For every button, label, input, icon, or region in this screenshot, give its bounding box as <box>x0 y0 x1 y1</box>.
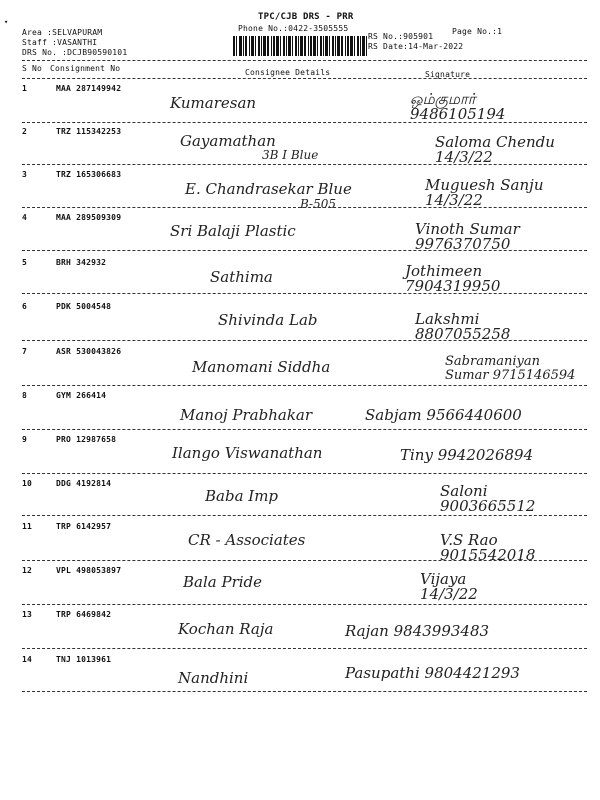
consignee-name: E. Chandrasekar Blue <box>185 180 352 198</box>
row-sno: 1 <box>22 84 28 93</box>
header-rule-top <box>22 60 587 61</box>
col-consignment: Consignment No <box>50 64 121 73</box>
row-divider <box>22 473 587 474</box>
consignment-number: VPL 498053897 <box>56 566 122 575</box>
signature: Pasupathi 9804421293 <box>345 664 520 682</box>
row-divider <box>22 648 587 649</box>
consignment-number: TNJ 1013961 <box>56 655 112 664</box>
consignee-address: B-505 <box>300 197 336 211</box>
col-consignee: Consignee Details <box>245 68 331 77</box>
consignment-number: TRZ 115342253 <box>56 127 122 136</box>
row-sno: 9 <box>22 435 28 444</box>
signature: Muguesh Sanju 14/3/22 <box>425 176 544 209</box>
row-sno: 4 <box>22 213 28 222</box>
col-sno: S No <box>22 64 43 73</box>
consignment-number: TRZ 165306683 <box>56 170 122 179</box>
row-sno: 5 <box>22 258 28 267</box>
row-sno: 11 <box>22 522 33 531</box>
col-signature: Signature <box>425 70 471 79</box>
consignee-name: Bala Pride <box>183 573 263 591</box>
report-title: TPC/CJB DRS - PRR <box>258 12 354 22</box>
row-sno: 2 <box>22 127 28 136</box>
rs-number: RS No.:905901 <box>368 32 434 41</box>
consignment-number: DDG 4192814 <box>56 479 112 488</box>
consignee-name: Shivinda Lab <box>218 311 318 329</box>
consignment-number: TRP 6142957 <box>56 522 112 531</box>
row-sno: 14 <box>22 655 33 664</box>
row-divider <box>22 515 587 516</box>
signature: Vijaya 14/3/22 <box>420 570 478 603</box>
corner-mark: ▾ <box>4 18 9 26</box>
area-field: Area :SELVAPURAM <box>22 28 103 37</box>
row-sno: 12 <box>22 566 33 575</box>
row-sno: 6 <box>22 302 28 311</box>
row-divider <box>22 385 587 386</box>
signature: Jothimeen 7904319950 <box>405 262 501 295</box>
consignment-number: PDK 5004548 <box>56 302 112 311</box>
consignment-number: MAA 287149942 <box>56 84 122 93</box>
consignment-number: MAA 289509309 <box>56 213 122 222</box>
consignee-name: Sathima <box>210 268 273 286</box>
consignment-number: BRH 342932 <box>56 258 107 267</box>
signature: ஒம்குமார் 9486105194 <box>410 90 506 123</box>
row-sno: 10 <box>22 479 33 488</box>
signature: Tiny 9942026894 <box>400 446 534 464</box>
consignee-name: Kumaresan <box>170 94 257 112</box>
row-divider <box>22 122 587 123</box>
page-number: Page No.:1 <box>452 27 503 36</box>
row-sno: 3 <box>22 170 28 179</box>
consignee-name: Manomani Siddha <box>192 358 331 376</box>
header-rule-bottom <box>22 78 587 79</box>
signature: V.S Rao 9015542018 <box>440 531 536 564</box>
consignee-name: CR - Associates <box>188 531 306 549</box>
row-divider <box>22 691 587 692</box>
consignment-number: TRP 6469842 <box>56 610 112 619</box>
signature: Sabjam 9566440600 <box>365 406 522 424</box>
phone-number: Phone No.:0422-3505555 <box>238 24 349 33</box>
row-divider <box>22 164 587 165</box>
consignee-address: 3B I Blue <box>262 148 319 162</box>
row-divider <box>22 429 587 430</box>
consignee-name: Gayamathan <box>180 132 276 150</box>
consignment-number: ASR 530043826 <box>56 347 122 356</box>
rs-date: RS Date:14-Mar-2022 <box>368 42 464 51</box>
staff-field: Staff :VASANTHI <box>22 38 98 47</box>
consignee-name: Nandhini <box>178 669 249 687</box>
row-divider <box>22 340 587 341</box>
row-divider <box>22 560 587 561</box>
row-divider <box>22 207 587 208</box>
row-divider <box>22 250 587 251</box>
row-sno: 7 <box>22 347 28 356</box>
signature: Vinoth Sumar 9976370750 <box>415 220 520 253</box>
barcode <box>233 36 367 56</box>
consignee-name: Manoj Prabhakar <box>180 406 313 424</box>
consignee-name: Sri Balaji Plastic <box>170 222 296 240</box>
consignment-number: PRO 12987658 <box>56 435 117 444</box>
consignee-name: Baba Imp <box>205 487 279 505</box>
signature: Rajan 9843993483 <box>345 622 490 640</box>
consignment-number: GYM 266414 <box>56 391 107 400</box>
signature: Saloni 9003665512 <box>440 482 536 515</box>
signature: Saloma Chendu 14/3/22 <box>435 133 555 166</box>
row-sno: 13 <box>22 610 33 619</box>
signature: Lakshmi 8807055258 <box>415 310 511 343</box>
drs-number: DRS No. :DCJB90590101 <box>22 48 128 57</box>
row-divider <box>22 293 587 294</box>
consignee-name: Ilango Viswanathan <box>172 444 323 462</box>
row-sno: 8 <box>22 391 28 400</box>
row-divider <box>22 604 587 605</box>
signature: Sabramaniyan Sumar 9715146594 <box>445 354 576 383</box>
consignee-name: Kochan Raja <box>178 620 274 638</box>
